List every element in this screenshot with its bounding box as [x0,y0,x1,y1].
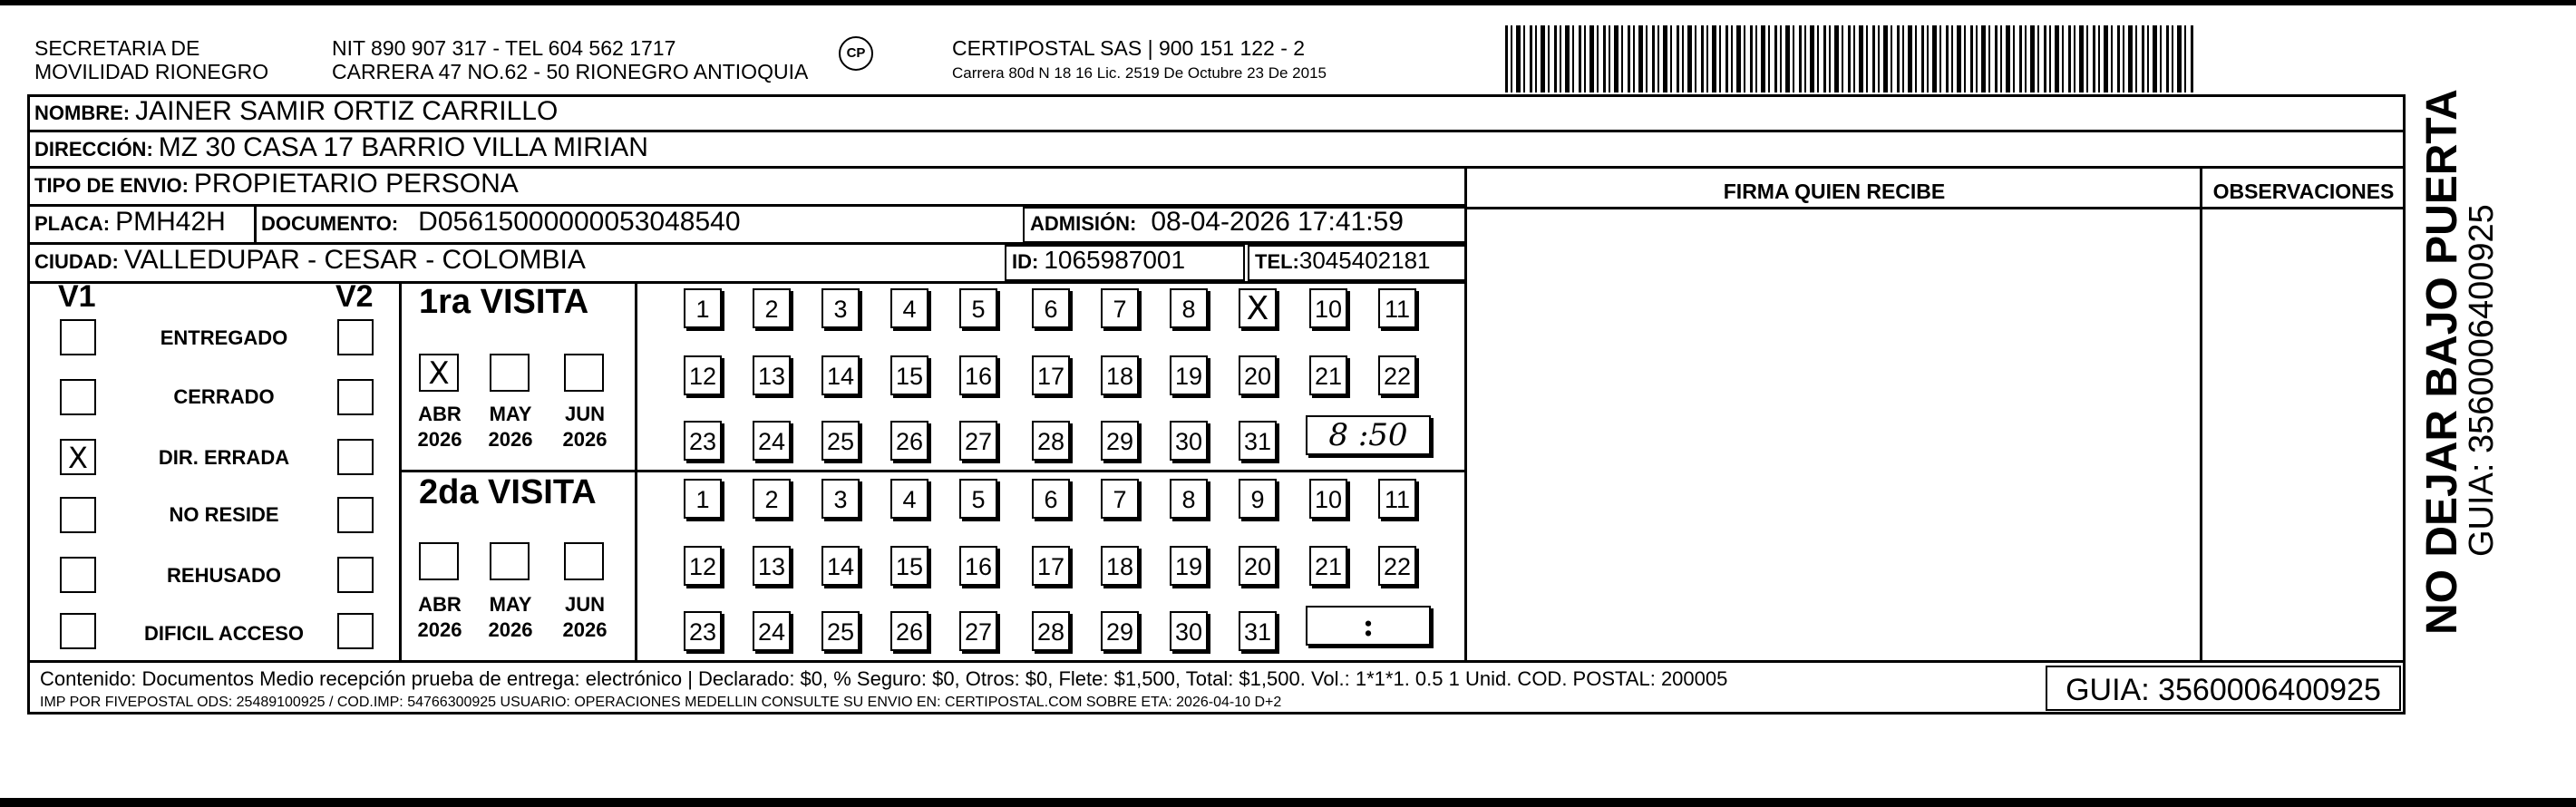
visit1-day-29[interactable]: 29 [1101,421,1139,461]
signature-area[interactable] [1467,207,2202,660]
documento-row [261,207,741,238]
id-value: 1065987001 [1044,246,1186,274]
direccion-label: DIRECCIÓN: [34,138,153,160]
v2-checkbox-rehusado[interactable] [337,557,374,593]
side-warning-text: NO DEJAR BAJO PUERTA [2418,89,2466,635]
visit1-title: 1ra VISITA [419,283,589,321]
tel-value: 3045402181 [1298,247,1431,274]
status-label-no-reside: NO RESIDE [169,503,279,526]
visit1-month-abr-label: ABR [418,403,462,425]
divider [635,281,637,660]
visit2-day-31[interactable]: 31 [1239,611,1277,651]
visit2-day-13[interactable]: 13 [753,546,791,586]
visit1-day-6[interactable]: 6 [1032,288,1070,328]
v2-header: V2 [335,279,374,314]
status-label-entregado: ENTREGADO [160,326,288,349]
direccion-value: MZ 30 CASA 17 BARRIO VILLA MIRIAN [158,132,648,162]
divider [399,470,1467,472]
observations-area[interactable] [2202,207,2404,660]
v2-checkbox-dir-errada[interactable] [337,439,374,475]
placa-value: PMH42H [115,207,226,237]
visit1-day-24[interactable]: 24 [753,421,791,461]
visit1-day-17[interactable]: 17 [1032,355,1070,395]
visit2-day-27[interactable]: 27 [959,611,997,651]
visit1-year-abr: 2026 [417,428,462,451]
visit2-day-10[interactable]: 10 [1309,479,1347,519]
visit2-month-jun-label: JUN [564,593,605,616]
top-border [0,0,2576,5]
firma-header: FIRMA QUIEN RECIBE [1723,180,1946,203]
visit2-day-30[interactable]: 30 [1170,611,1208,651]
admision-label: ADMISIÓN: [1030,212,1137,235]
visit1-month-may-label: MAY [489,403,532,425]
carrier-line2: Carrera 80d N 18 16 Lic. 2519 De Octubre 23 De 2015 [952,64,1327,82]
visit2-day-4[interactable]: 4 [890,479,928,519]
v1-checkbox-no-reside[interactable] [60,497,96,533]
documento-label: DOCUMENTO: [261,212,399,235]
visit1-month-may-checkbox[interactable] [490,354,530,392]
visit1-day-21[interactable]: 21 [1309,355,1347,395]
status-label-cerrado: CERRADO [173,385,275,408]
ciudad-row [34,245,586,276]
visit1-day-8[interactable]: 8 [1170,288,1208,328]
visit2-day-11[interactable]: 11 [1378,479,1416,519]
divider [27,281,1467,284]
footer-guia: GUIA: 3560006400925 [2066,673,2381,707]
visit1-day-18[interactable]: 18 [1101,355,1139,395]
nombre-value: JAINER SAMIR ORTIZ CARRILLO [135,96,559,126]
visit1-day-26[interactable]: 26 [890,421,928,461]
divider [27,660,2406,663]
visit2-month-abr-label: ABR [418,593,462,616]
visit1-day-25[interactable]: 25 [821,421,860,461]
visit1-month-abr-checkbox[interactable]: X [419,354,459,392]
visit2-day-2[interactable]: 2 [753,479,791,519]
visit2-day-1[interactable]: 1 [684,479,722,519]
visit2-day-24[interactable]: 24 [753,611,791,651]
v1-checkbox-cerrado[interactable] [60,379,96,415]
visit2-day-28[interactable]: 28 [1032,611,1070,651]
org-name-line1: SECRETARIA DE [34,36,200,60]
visit1-day-12[interactable]: 12 [684,355,722,395]
visit1-day-20[interactable]: 20 [1239,355,1277,395]
visit2-title: 2da VISITA [419,473,597,511]
visit2-time-field[interactable]: : [1306,606,1431,646]
visit1-day-22[interactable]: 22 [1378,355,1416,395]
visit2-day-20[interactable]: 20 [1239,546,1277,586]
visit1-day-30[interactable]: 30 [1170,421,1208,461]
v1-checkbox-dir-errada[interactable]: X [60,439,96,475]
status-label-dir-errada: DIR. ERRADA [158,446,290,469]
visit1-month-jun-label: JUN [564,403,605,425]
side-guia-text: GUIA: 3560006400925 [2463,204,2501,557]
tipo-row [34,169,519,199]
admision-row [1030,207,1404,238]
visit2-day-9[interactable]: 9 [1239,479,1277,519]
visit1-day-5[interactable]: 5 [959,288,997,328]
tel-label: TEL: [1255,250,1299,273]
nombre-label: NOMBRE: [34,102,131,124]
ciudad-label: CIUDAD: [34,250,119,273]
visit1-day-1[interactable]: 1 [684,288,722,328]
visit1-day-9[interactable]: X [1239,288,1277,328]
visit2-year-abr: 2026 [417,618,462,641]
visit1-day-10[interactable]: 10 [1309,288,1347,328]
visit2-day-22[interactable]: 22 [1378,546,1416,586]
visit1-day-2[interactable]: 2 [753,288,791,328]
placa-row [34,207,226,238]
tel-row [1255,247,1431,275]
v2-checkbox-entregado[interactable] [337,319,374,355]
direccion-row [34,132,648,163]
visit2-day-6[interactable]: 6 [1032,479,1070,519]
visit1-day-19[interactable]: 19 [1170,355,1208,395]
visit2-year-jun: 2026 [562,618,608,641]
visit2-day-23[interactable]: 23 [684,611,722,651]
v1-checkbox-dificil-acceso[interactable] [60,613,96,649]
visit1-day-28[interactable]: 28 [1032,421,1070,461]
bottom-border [0,798,2576,807]
visit1-day-27[interactable]: 27 [959,421,997,461]
visit1-day-11[interactable]: 11 [1378,288,1416,328]
observaciones-header: OBSERVACIONES [2212,180,2395,203]
visit2-month-abr-checkbox[interactable] [419,542,459,580]
visit2-month-jun-checkbox[interactable] [564,542,604,580]
tipo-label: TIPO DE ENVIO: [34,174,189,197]
visit2-day-25[interactable]: 25 [821,611,860,651]
visit1-day-15[interactable]: 15 [890,355,928,395]
visit2-day-15[interactable]: 15 [890,546,928,586]
ciudad-value: VALLEDUPAR - CESAR - COLOMBIA [123,245,586,275]
visit2-day-16[interactable]: 16 [959,546,997,586]
org-name-line2: MOVILIDAD RIONEGRO [34,60,269,83]
visit2-day-18[interactable]: 18 [1101,546,1139,586]
id-row [1012,246,1185,275]
divider [254,204,257,242]
visit2-month-may-label: MAY [489,593,532,616]
visit2-day-19[interactable]: 19 [1170,546,1208,586]
visit1-day-3[interactable]: 3 [821,288,860,328]
v1-header: V1 [58,279,96,314]
visit2-day-12[interactable]: 12 [684,546,722,586]
barcode [1505,25,2194,92]
footer-print-line: IMP POR FIVEPOSTAL ODS: 25489100925 / COD.IMP: 54766300925 USUARIO: OPERACIONES MEDELLIN CONSULTE SU ENVIO EN: CERTIPOSTAL.COM SOBRE ETA: 2026-04-10 D+2 [40,695,1282,710]
admision-value: 08-04-2026 17:41:59 [1151,207,1404,237]
visit1-month-jun-checkbox[interactable] [564,354,604,392]
visit2-month-may-checkbox[interactable] [490,542,530,580]
visit1-day-16[interactable]: 16 [959,355,997,395]
v1-checkbox-rehusado[interactable] [60,557,96,593]
visit2-day-8[interactable]: 8 [1170,479,1208,519]
visit2-day-21[interactable]: 21 [1309,546,1347,586]
v2-checkbox-no-reside[interactable] [337,497,374,533]
visit2-day-5[interactable]: 5 [959,479,997,519]
visit1-time-field[interactable]: 8 :50 [1306,415,1431,455]
visit2-day-17[interactable]: 17 [1032,546,1070,586]
certipostal-logo-icon: CP [839,36,873,71]
visit1-day-14[interactable]: 14 [821,355,860,395]
v1-checkbox-entregado[interactable] [60,319,96,355]
visit2-year-may: 2026 [488,618,533,641]
nit-line: NIT 890 907 317 - TEL 604 562 1717 [332,36,676,60]
visit1-day-23[interactable]: 23 [684,421,722,461]
v2-checkbox-cerrado[interactable] [337,379,374,415]
visit1-day-4[interactable]: 4 [890,288,928,328]
tipo-value: PROPIETARIO PERSONA [193,169,519,199]
visit2-day-29[interactable]: 29 [1101,611,1139,651]
footer-content-line: Contenido: Documentos Medio recepción prueba de entrega: electrónico | Declarado: $0, % Seguro: $0, Otros: $0, Flete: $1,500, Total: $1,500. Vol.: 1*1*1. 0.5 1 Unid. COD. POSTAL: 200005 [40,667,1728,690]
visit2-day-14[interactable]: 14 [821,546,860,586]
visit2-day-3[interactable]: 3 [821,479,860,519]
id-label: ID: [1012,250,1039,273]
visit2-day-26[interactable]: 26 [890,611,928,651]
status-label-dificil-acceso: DIFICIL ACCESO [143,622,304,645]
visit1-day-31[interactable]: 31 [1239,421,1277,461]
visit1-year-may: 2026 [488,428,533,451]
visit1-day-13[interactable]: 13 [753,355,791,395]
visit1-year-jun: 2026 [562,428,608,451]
visit1-day-7[interactable]: 7 [1101,288,1139,328]
placa-label: PLACA: [34,212,111,235]
status-label-rehusado: REHUSADO [167,564,281,587]
documento-value: D05615000000053048540 [418,207,741,237]
nombre-row [34,96,558,127]
v2-checkbox-dificil-acceso[interactable] [337,613,374,649]
visit2-day-7[interactable]: 7 [1101,479,1139,519]
address-line: CARRERA 47 NO.62 - 50 RIONEGRO ANTIOQUIA [332,60,809,83]
carrier-line1: CERTIPOSTAL SAS | 900 151 122 - 2 [952,36,1306,60]
